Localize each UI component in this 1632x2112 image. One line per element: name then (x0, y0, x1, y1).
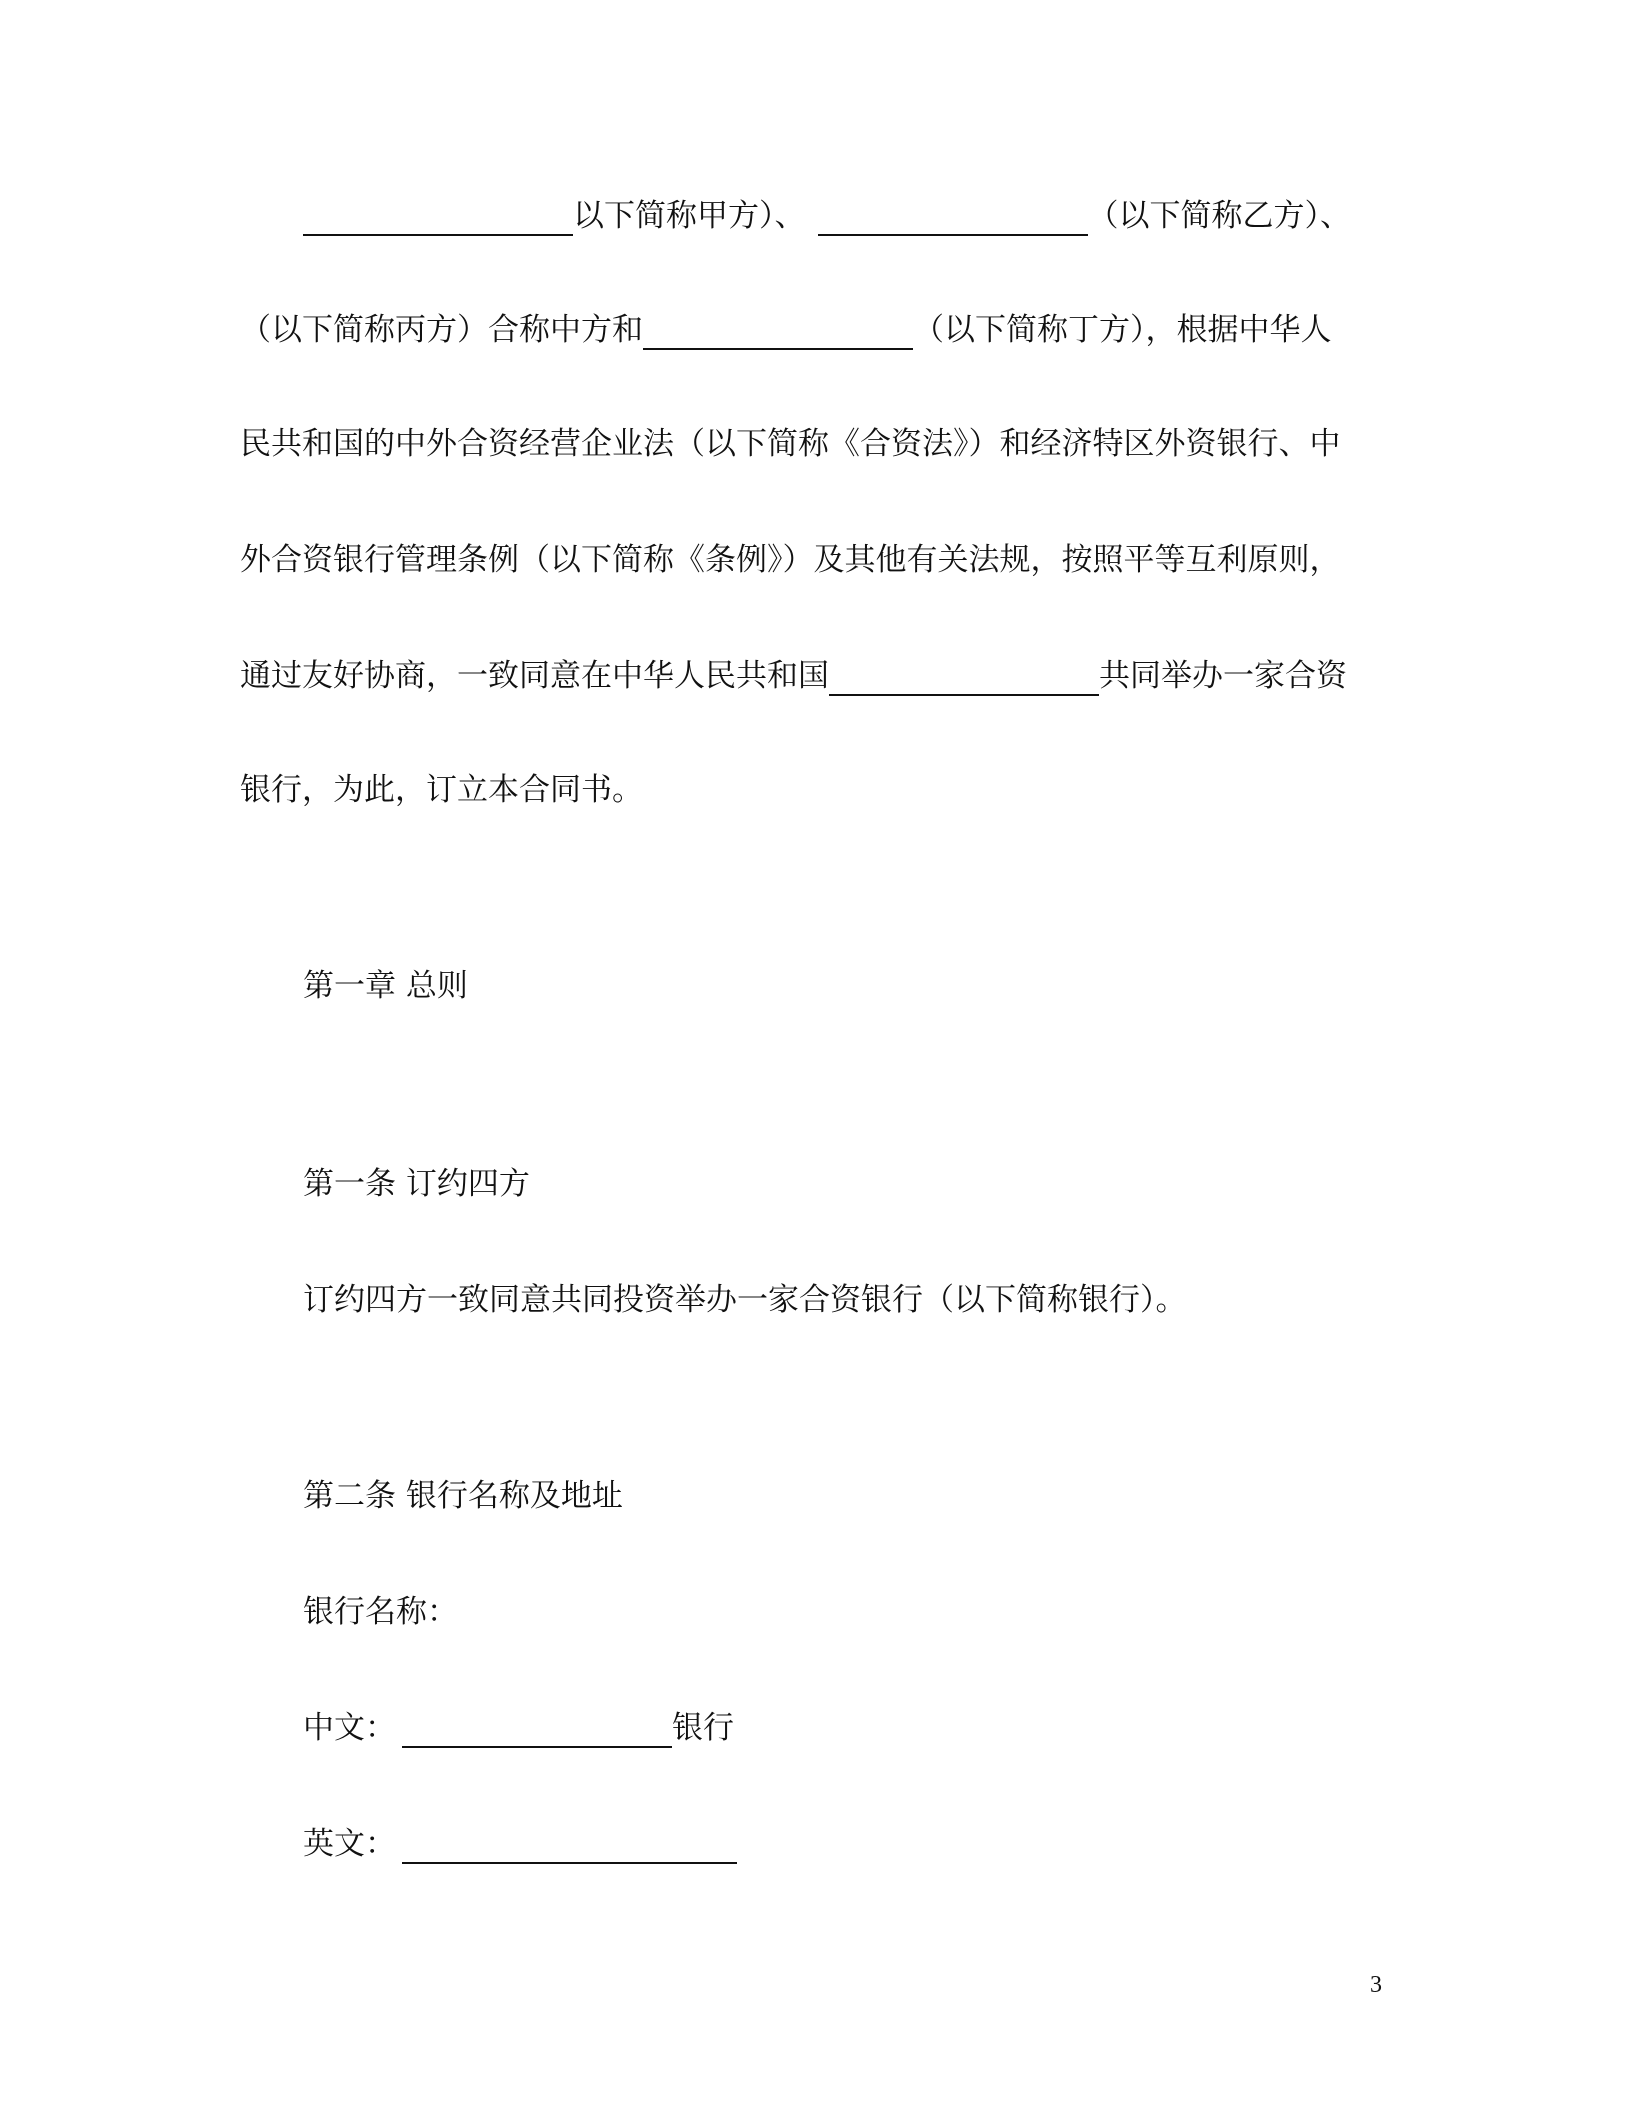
english-label: 英文： (303, 1826, 396, 1862)
intro-line-4: 外合资银行管理条例（以下简称《条例》）及其他有关法规，按照平等互利原则， (240, 542, 1341, 578)
party-d-label: （以下简称丁方），根据中华人 (913, 312, 1332, 348)
intro-line-5 (240, 654, 1347, 696)
english-name-blank (402, 1822, 737, 1864)
chinese-name-line (303, 1706, 734, 1748)
chinese-suffix: 银行 (672, 1710, 734, 1746)
party-a-blank (303, 194, 573, 236)
intro-line-6: 银行，为此，订立本合同书。 (240, 772, 643, 808)
party-c-label: （以下简称丙方）合称中方和 (240, 312, 643, 348)
party-b-blank (818, 194, 1088, 236)
party-d-blank (643, 308, 913, 350)
intro-line-3: 民共和国的中外合资经营企业法（以下简称《合资法》）和经济特区外资银行、中 (240, 426, 1341, 462)
joint-venture-text: 共同举办一家合资 (1099, 658, 1347, 694)
intro-line-2 (240, 308, 1332, 350)
location-label: 通过友好协商，一致同意在中华人民共和国 (240, 658, 829, 694)
chinese-name-blank (402, 1706, 672, 1748)
party-a-label: 以下简称甲方）、 (573, 198, 806, 234)
article-1-body: 订约四方一致同意共同投资举办一家合资银行（以下简称银行）。 (303, 1282, 1187, 1318)
chapter-title: 第一章 总则 (303, 968, 468, 1004)
party-b-label: （以下简称乙方）、 (1087, 198, 1351, 234)
location-blank (829, 654, 1099, 696)
article-2-title: 第二条 银行名称及地址 (303, 1478, 623, 1514)
chinese-label: 中文： (303, 1710, 396, 1746)
page-number: 3 (1370, 1972, 1382, 1998)
bank-name-label: 银行名称： (303, 1594, 458, 1630)
english-name-line (303, 1822, 737, 1864)
article-1-title: 第一条 订约四方 (303, 1166, 530, 1202)
intro-line-1 (303, 194, 1351, 236)
